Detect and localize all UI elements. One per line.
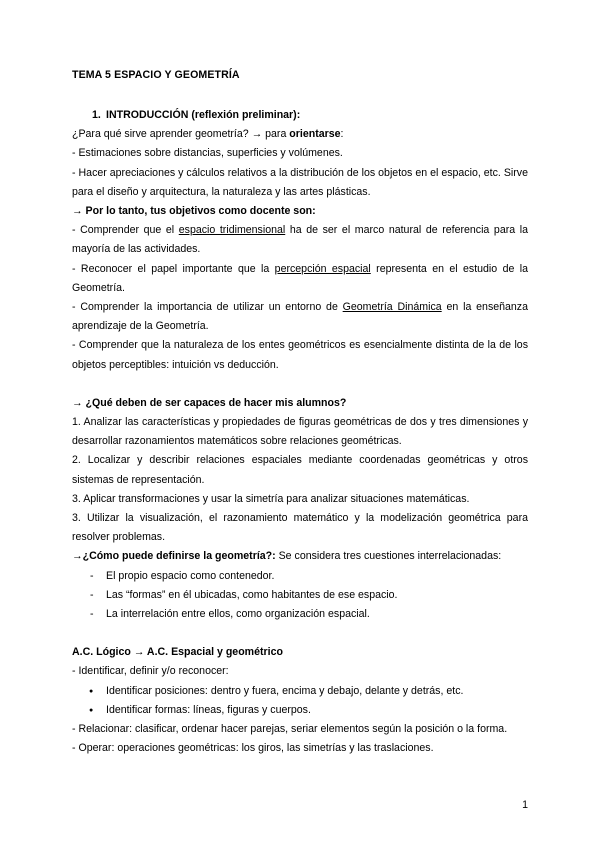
geometry-aspects-list bbox=[72, 567, 528, 625]
objective-2-underlined: percepción espacial bbox=[274, 262, 371, 275]
define-geometry-bold: →¿Cómo puede definirse la geometría?: bbox=[72, 550, 276, 563]
objectives-heading: → Por lo tanto, tus objetivos como docente son: bbox=[72, 205, 316, 218]
objective-1 bbox=[72, 221, 528, 259]
objective-2-post: representa en el estudio de la Geometría. bbox=[72, 262, 529, 294]
spacer bbox=[72, 375, 528, 394]
students-paragraph-2: 2. Localizar y describir relaciones espaciales mediante coordenadas geométricas y otros sistemas de representación. bbox=[72, 454, 528, 486]
students-heading: → ¿Qué deben de ser capaces de hacer mis alumnos? bbox=[72, 396, 347, 409]
objective-3-underlined: Geometría Dinámica bbox=[342, 301, 442, 314]
page-number: 1 bbox=[522, 799, 528, 811]
objective-1-pre: - Comprender que el bbox=[72, 224, 179, 237]
spacer bbox=[72, 624, 528, 643]
objective-2-pre: - Reconocer el papel importante que la bbox=[72, 262, 275, 275]
ac-operate: - Operar: operaciones geométricas: los giros, las simetrías y las traslaciones. bbox=[72, 742, 434, 755]
students-paragraph-3: 3. Aplicar transformaciones y usar la simetría para analizar situaciones matemáticas. bbox=[72, 492, 470, 505]
objective-3 bbox=[72, 298, 528, 336]
section-heading-text: INTRODUCCIÓN (reflexión preliminar): bbox=[106, 109, 301, 121]
section-number: 1. bbox=[92, 109, 101, 121]
document-title: TEMA 5 ESPACIO Y GEOMETRÍA bbox=[72, 69, 240, 81]
objective-3-pre: - Comprender la importancia de utilizar un entorno de bbox=[72, 301, 343, 314]
objective-1-post: ha de ser el marco natural de referencia para la mayoría de las actividades. bbox=[72, 224, 528, 256]
intro-question bbox=[72, 125, 528, 144]
intro-question-end: : bbox=[340, 128, 344, 141]
define-geometry bbox=[72, 547, 528, 566]
identify-bullet-list bbox=[72, 682, 528, 720]
intro-paragraph-2: - Hacer apreciaciones y cálculos relativos a la distribución de los objetos en el espacio, etc. Sirve para el diseño y arquitectura, la naturaleza y las artes plásticas. bbox=[72, 166, 528, 198]
list-item: ● Identificar formas: líneas, figuras y cuerpos. bbox=[72, 701, 528, 720]
define-geometry-text: Se considera tres cuestiones interrelacionadas: bbox=[275, 550, 502, 563]
intro-question-text: ¿Para qué sirve aprender geometría? → para bbox=[72, 128, 290, 141]
students-paragraph-4: 3. Utilizar la visualización, el razonamiento matemático y la modelización geométrica para resolver problemas. bbox=[72, 512, 528, 544]
objective-4: - Comprender que la naturaleza de los entes geométricos es esencialmente distinta de la de los objetos perceptibles: intuición vs deducción. bbox=[72, 339, 528, 371]
list-item: ● Identificar posiciones: dentro y fuera, encima y debajo, delante y detrás, etc. bbox=[72, 682, 528, 701]
objective-2 bbox=[72, 260, 528, 298]
document-page bbox=[72, 0, 528, 848]
list-item: - El propio espacio como contenedor. bbox=[72, 567, 528, 586]
list-item: - Las “formas” en él ubicadas, como habitantes de ese espacio. bbox=[72, 586, 528, 605]
intro-question-bold: orientarse bbox=[289, 128, 341, 141]
section-heading-introduccion bbox=[72, 106, 528, 125]
list-item: - La interrelación entre ellos, como organización espacial. bbox=[72, 605, 528, 624]
students-paragraph-1: 1. Analizar las características y propiedades de figuras geométricas de dos y tres dimensiones y desarrollar razonamientos matemáticos sobre relaciones geométricas. bbox=[72, 416, 528, 448]
ac-identify: - Identificar, definir y/o reconocer: bbox=[72, 665, 229, 678]
ac-heading: A.C. Lógico → A.C. Espacial y geométrico bbox=[72, 646, 283, 659]
intro-paragraph-1: - Estimaciones sobre distancias, superficies y volúmenes. bbox=[72, 147, 343, 160]
ac-relate: - Relacionar: clasificar, ordenar hacer parejas, seriar elementos según la posición o la forma. bbox=[72, 723, 508, 736]
objective-3-post: en la enseñanza aprendizaje de la Geometría. bbox=[72, 301, 528, 333]
document-body bbox=[72, 106, 528, 759]
objective-1-underlined: espacio tridimensional bbox=[178, 224, 286, 237]
